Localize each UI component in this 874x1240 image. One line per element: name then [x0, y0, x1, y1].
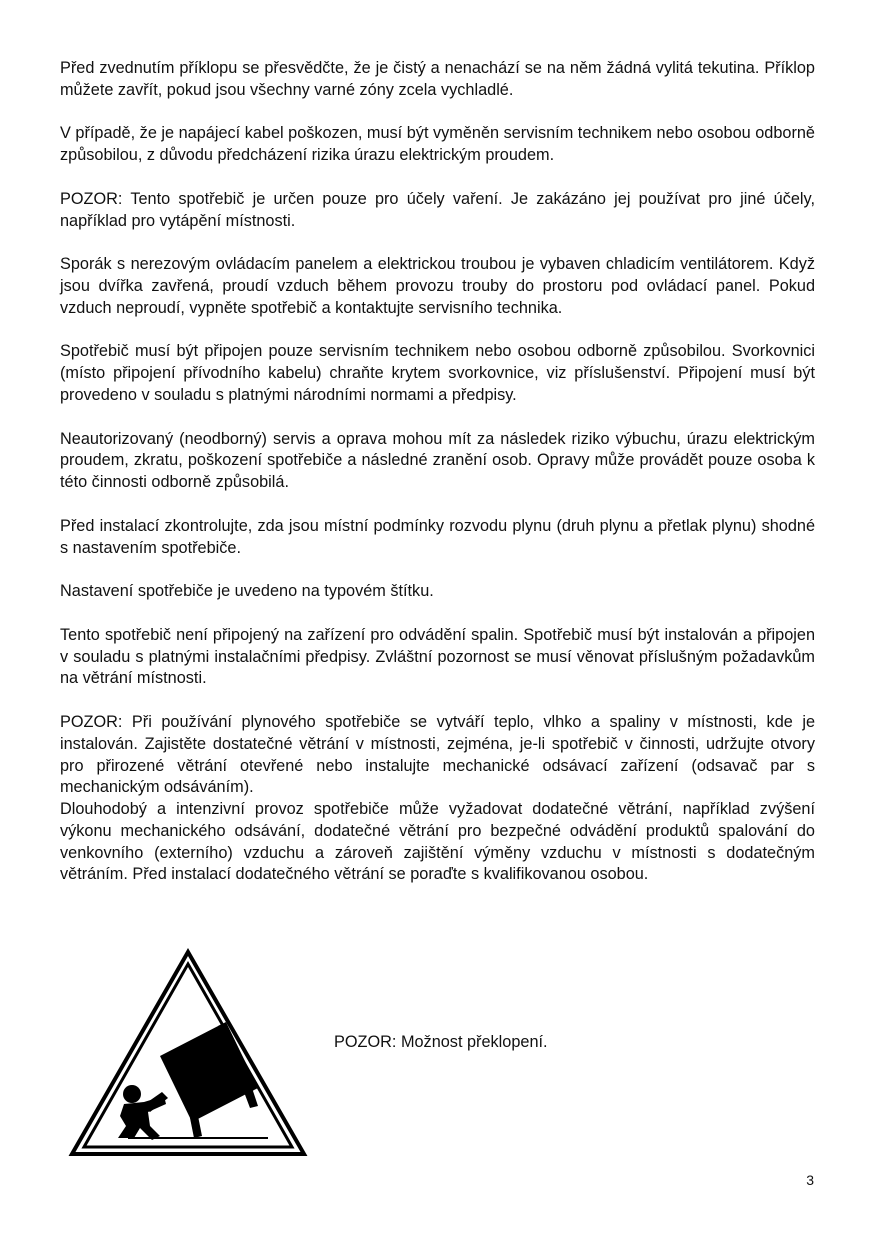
paragraph-unauthorized-service: Neautorizovaný (neodborný) servis a oprava mohou mít za následek riziko výbuchu, úrazu elektrickým proudem, zkratu, poškození spotřebiče a následné zranění osob. Opravy může provádět pouze osoba k této činnosti odborně způsobilá.: [60, 429, 815, 492]
paragraph-connection: Spotřebič musí být připojen pouze servisním technikem nebo osobou odborně způsobilou. Svorkovnici (místo připojení přívodního kabelu) chraňte krytem svorkovnice, viz příslušenství. Připojení musí být provedeno v souladu s platnými národními normami a předpisy.: [60, 342, 815, 404]
paragraph-lid-check: Před zvednutím příklopu se přesvědčte, že je čistý a nenachází se na něm žádná vylitá tekutina. Příklop můžete zavřít, pokud jsou všechny varné zóny zcela vychladlé.: [60, 59, 815, 99]
document-body: [60, 58, 815, 908]
page-number: 3: [806, 1172, 814, 1188]
tip-over-warning: [68, 948, 818, 1158]
paragraph-ventilation-warning: POZOR: Při používání plynového spotřebiče se vytváří teplo, vlhko a spaliny v místnosti, kde je instalován. Zajistěte dostatečné větrání v místnosti, zejména, je-li spotřebič v činnosti, udržujte otvory pro přirozené větrání otevřené nebo instalujte mechanické odsávací zařízení (odsavač par s mechanickým odsáváním).: [60, 712, 815, 797]
tip-over-warning-text: POZOR: Možnost překlopení.: [334, 1033, 548, 1051]
paragraph-flue-gas: Tento spotřebič není připojený na zařízení pro odvádění spalin. Spotřebič musí být instalován a připojen v souladu s platnými instalačními předpisy. Zvláštní pozornost se musí věnovat příslušným požadavkům na větrání místnosti.: [60, 625, 815, 688]
paragraph-gas-conditions: Před instalací zkontrolujte, zda jsou místní podmínky rozvodu plynu (druh plynu a přetlak plynu) shodné s nastavením spotřebiče.: [60, 516, 815, 557]
paragraph-additional-ventilation: Dlouhodobý a intenzivní provoz spotřebiče může vyžadovat dodatečné větrání, například zvýšení výkonu mechanického odsávání, dodatečné větrání pro bezpečné odvádění produktů spalování do venkovního (externího) vzduchu a zároveň zajištění výměny vzduchu v místnosti s dodatečným větráním. Před instalací dodatečného větrání se poraďte s kvalifikovanou osobou.: [60, 800, 815, 884]
paragraph-cooking-only: POZOR: Tento spotřebič je určen pouze pro účely vaření. Je zakázáno jej používat pro jiné účely, například pro vytápění místnosti.: [60, 189, 815, 230]
paragraph-rating-plate: Nastavení spotřebiče je uvedeno na typovém štítku.: [60, 582, 434, 601]
tip-over-warning-icon: [68, 948, 308, 1158]
paragraph-power-cable: V případě, že je napájecí kabel poškozen, musí být vyměněn servisním technikem nebo osobou odborně způsobilou, z důvodu předcházení rizika úrazu elektrickým proudem.: [60, 124, 815, 165]
paragraph-cooling-fan: Sporák s nerezovým ovládacím panelem a elektrickou troubou je vybaven chladicím ventilátorem. Když jsou dvířka zavřená, proudí vzduch během provozu trouby do prostoru pod ovládací panel. Pokud vzduch neproudí, vypněte spotřebič a kontaktujte servisního technika.: [60, 255, 815, 317]
